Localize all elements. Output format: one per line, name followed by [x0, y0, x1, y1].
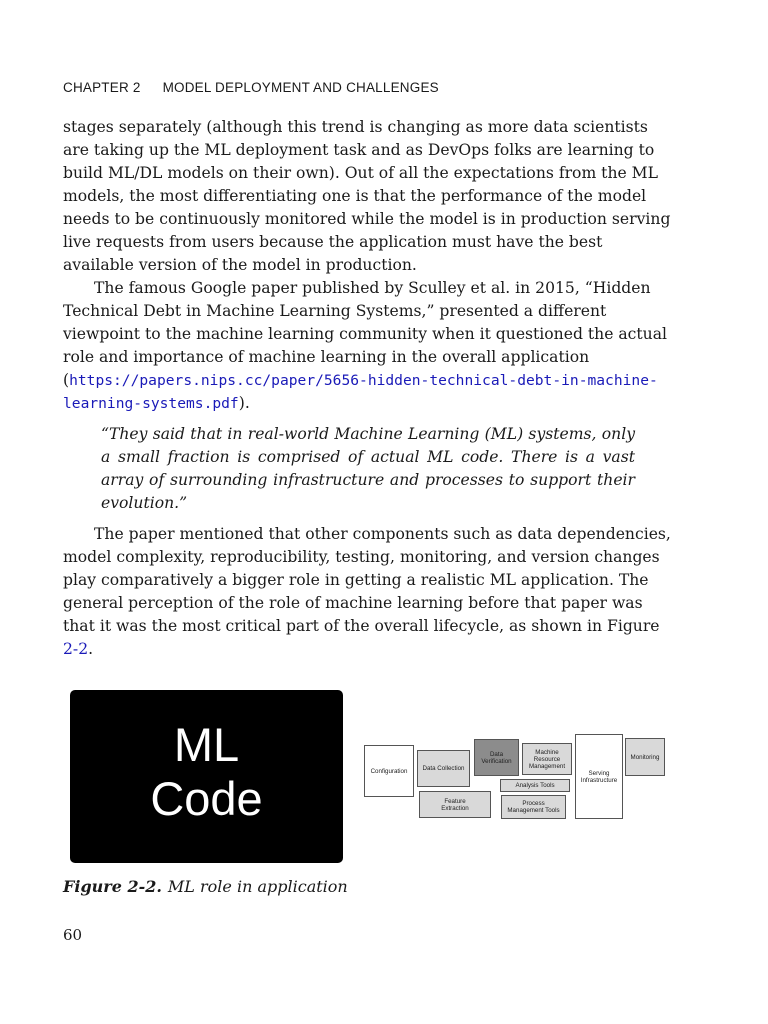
figure-caption-text: ML role in application	[167, 877, 348, 896]
paragraph-3	[63, 523, 673, 661]
paragraph-3-text: The paper mentioned that other components such as data dependencies, model complexity, reproducibility, testing, monitoring, and version changes play comparatively a bigger role in getting a realistic ML application. The general perception of the role of machine learning before that paper was that it was the most critical part of the overall lifecycle, as shown in Figure	[63, 525, 671, 635]
figure-caption-label: Figure 2-2.	[63, 877, 162, 896]
page-number: 60	[63, 926, 83, 944]
data-collection-box: Data Collection	[417, 750, 470, 787]
process-management-tools-box: Process Management Tools	[501, 795, 566, 819]
figure-caption	[63, 877, 348, 896]
paper-link[interactable]: https://papers.nips.cc/paper/5656-hidden-technical-debt-in-machine-learning-systems.pdf	[63, 372, 658, 412]
configuration-box: Configuration	[364, 745, 414, 797]
chapter-label: CHAPTER 2	[63, 80, 141, 95]
figure-reference-link[interactable]: 2-2	[63, 640, 89, 658]
paragraph-3-end: .	[88, 640, 94, 658]
ml-code-label: ML Code	[150, 718, 263, 825]
body-text	[63, 116, 673, 661]
running-head	[63, 80, 439, 95]
serving-infrastructure-box: Serving Infrastructure	[575, 734, 623, 819]
block-quote: “They said that in real-world Machine Learning (ML) systems, only a small fraction is comprised of actual ML code. There is a vast array of surrounding infrastructure and processes to support their evolution.”	[101, 425, 635, 512]
paragraph-1: stages separately (although this trend is changing as more data scientists are taking up the ML deployment task and as DevOps folks are learning to build ML/DL models on their own). Out of all the expectations from the ML models, the most differentiating one is that the performance of the model needs to be continuously monitored while the model is in production serving live requests from users because the application must have the best available version of the model in production.	[63, 118, 671, 274]
paragraph-2	[63, 277, 673, 415]
monitoring-box: Monitoring	[625, 738, 665, 776]
ml-code-panel	[70, 690, 343, 863]
paragraph-2-end: ).	[238, 394, 250, 412]
machine-resource-management-box: Machine Resource Management	[522, 743, 572, 775]
paragraph-2-text: The famous Google paper published by Sculley et al. in 2015, “Hidden Technical Debt in Machine Learning Systems,” presented a different viewpoint to the machine learning community when it questioned the actual role and importance of machine learning in the overall application (	[63, 279, 668, 389]
analysis-tools-box: Analysis Tools	[500, 779, 570, 792]
data-verification-box: Data Verification	[474, 739, 519, 776]
chapter-title: MODEL DEPLOYMENT AND CHALLENGES	[162, 80, 439, 95]
feature-extraction-box: Feature Extraction	[419, 791, 491, 818]
